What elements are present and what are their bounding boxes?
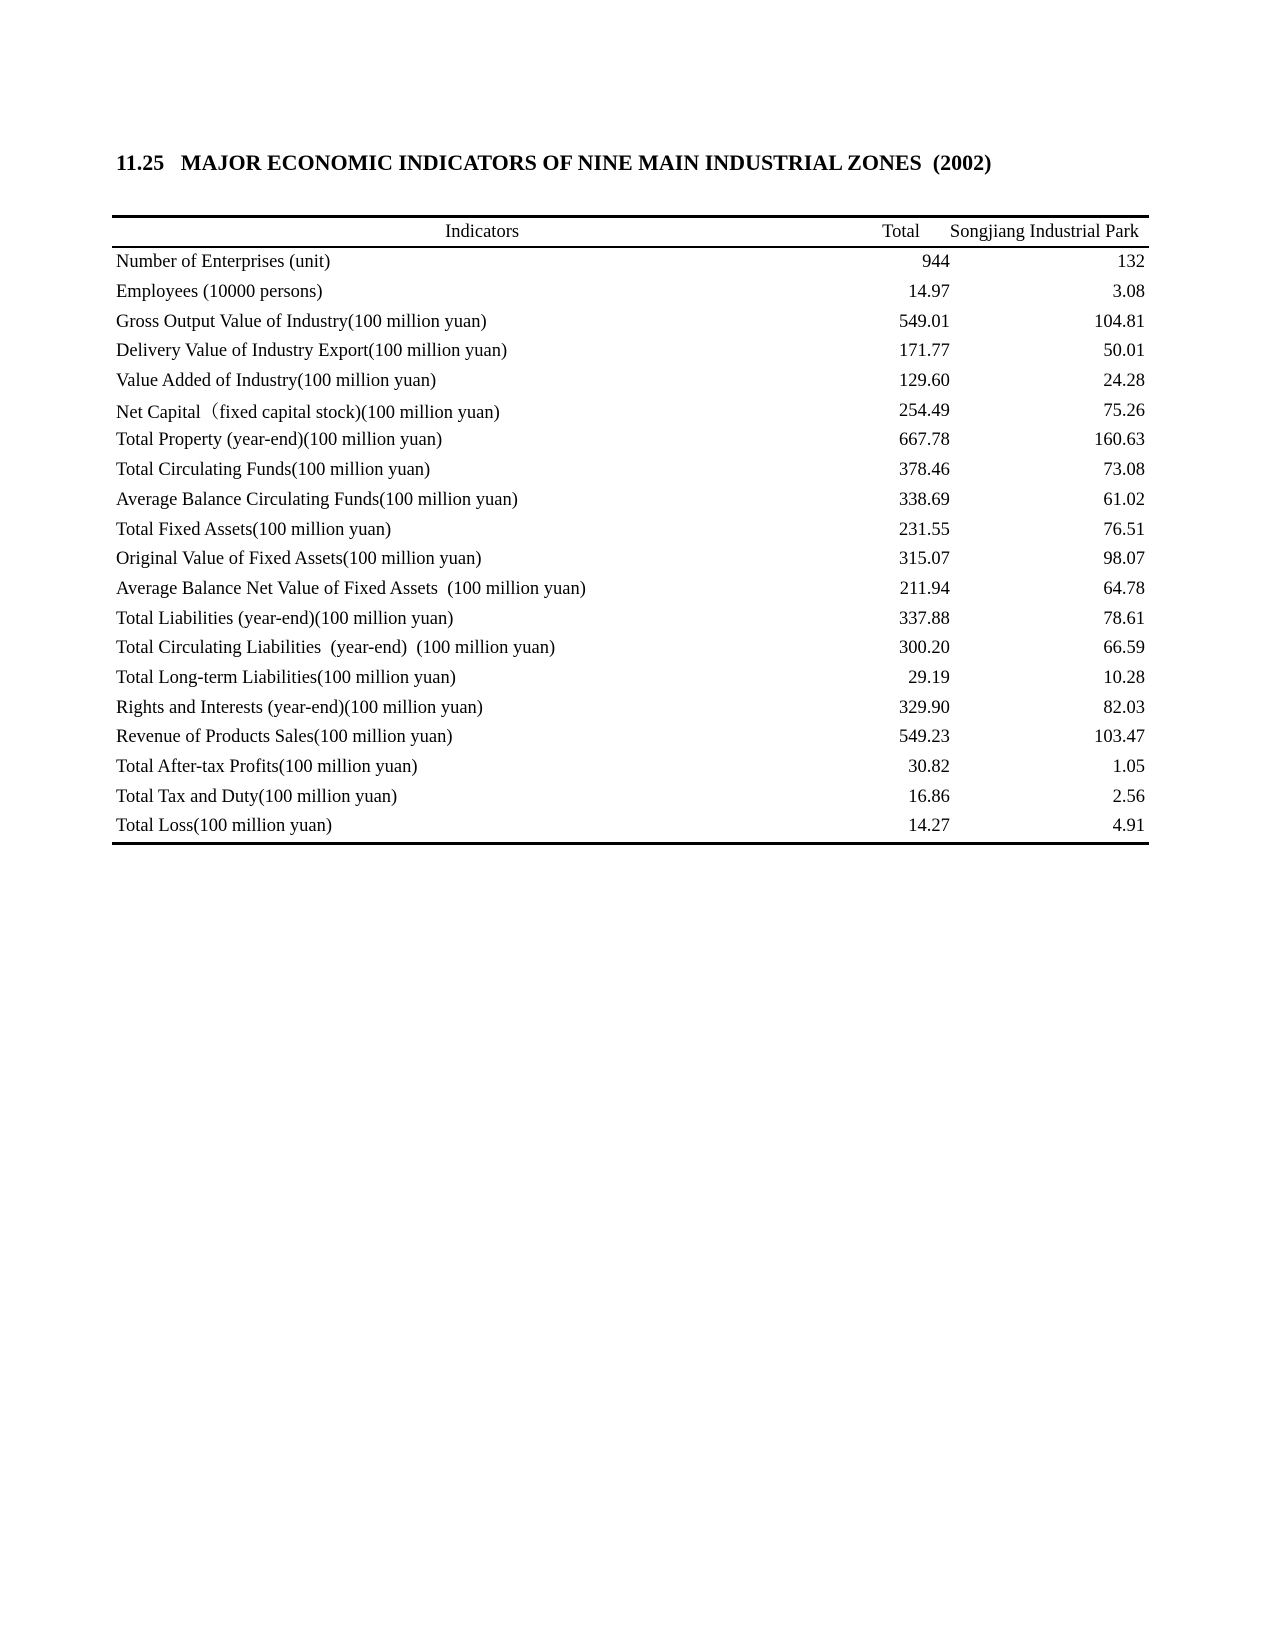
total-value-cell: 337.88 bbox=[899, 608, 950, 629]
songjiang-value-cell: 98.07 bbox=[1103, 549, 1145, 570]
indicator-cell: Gross Output Value of Industry(100 million yuan) bbox=[116, 311, 487, 332]
songjiang-value-cell: 78.61 bbox=[1103, 608, 1145, 629]
songjiang-value-cell: 10.28 bbox=[1103, 667, 1145, 688]
column-header-songjiang: Songjiang Industrial Park bbox=[949, 221, 1139, 242]
table-row bbox=[112, 367, 1149, 397]
songjiang-value-cell: 76.51 bbox=[1103, 519, 1145, 540]
total-value-cell: 315.07 bbox=[899, 549, 950, 570]
total-value-cell: 29.19 bbox=[908, 667, 950, 688]
table-row bbox=[112, 337, 1149, 367]
songjiang-value-cell: 3.08 bbox=[1112, 282, 1145, 303]
table-row bbox=[112, 693, 1149, 723]
total-value-cell: 254.49 bbox=[899, 400, 950, 421]
indicator-cell: Net Capital（fixed capital stock)(100 million yuan) bbox=[116, 403, 500, 424]
songjiang-value-cell: 50.01 bbox=[1103, 341, 1145, 362]
indicator-cell: Average Balance Net Value of Fixed Assets (100 million yuan) bbox=[116, 578, 586, 599]
total-value-cell: 231.55 bbox=[899, 519, 950, 540]
total-value-cell: 329.90 bbox=[899, 697, 950, 718]
songjiang-value-cell: 24.28 bbox=[1103, 371, 1145, 392]
songjiang-value-cell: 82.03 bbox=[1103, 697, 1145, 718]
table-body bbox=[112, 247, 1149, 843]
indicator-cell: Total Long-term Liabilities(100 million yuan) bbox=[116, 667, 456, 688]
table-header bbox=[112, 217, 1149, 248]
table-header-row bbox=[112, 217, 1149, 248]
total-value-cell: 16.86 bbox=[908, 786, 950, 807]
total-value-cell: 14.27 bbox=[908, 816, 950, 837]
total-value-cell: 378.46 bbox=[899, 460, 950, 481]
table-row bbox=[112, 812, 1149, 843]
indicator-cell: Total Circulating Funds(100 million yuan) bbox=[116, 460, 431, 481]
total-value-cell: 944 bbox=[922, 252, 950, 273]
page-title: 11.25 MAJOR ECONOMIC INDICATORS OF NINE MAIN INDUSTRIAL ZONES (2002) bbox=[116, 150, 992, 175]
songjiang-value-cell: 75.26 bbox=[1103, 400, 1145, 421]
indicator-cell: Average Balance Circulating Funds(100 million yuan) bbox=[116, 489, 518, 510]
total-value-cell: 549.23 bbox=[899, 727, 950, 748]
table-row bbox=[112, 278, 1149, 308]
table-row bbox=[112, 396, 1149, 426]
indicator-cell: Total Property (year-end)(100 million yuan) bbox=[116, 430, 443, 451]
indicator-cell: Employees (10000 persons) bbox=[116, 282, 323, 303]
indicator-cell: Rights and Interests (year-end)(100 million yuan) bbox=[116, 697, 483, 718]
indicator-cell: Total After-tax Profits(100 million yuan) bbox=[116, 757, 418, 778]
indicator-cell: Total Circulating Liabilities (year-end) (100 million yuan) bbox=[116, 638, 556, 659]
songjiang-value-cell: 1.05 bbox=[1112, 757, 1145, 778]
songjiang-value-cell: 160.63 bbox=[1094, 430, 1145, 451]
total-value-cell: 211.94 bbox=[899, 578, 950, 599]
total-value-cell: 338.69 bbox=[899, 489, 950, 510]
total-value-cell: 14.97 bbox=[908, 282, 950, 303]
songjiang-value-cell: 4.91 bbox=[1112, 816, 1145, 837]
table-row bbox=[112, 604, 1149, 634]
total-value-cell: 667.78 bbox=[899, 430, 950, 451]
indicator-cell: Value Added of Industry(100 million yuan) bbox=[116, 371, 437, 392]
table-row bbox=[112, 664, 1149, 694]
total-value-cell: 171.77 bbox=[899, 341, 950, 362]
indicator-cell: Total Liabilities (year-end)(100 million yuan) bbox=[116, 608, 454, 629]
indicators-table-container bbox=[112, 215, 1149, 845]
table-row bbox=[112, 247, 1149, 278]
table-row bbox=[112, 782, 1149, 812]
total-value-cell: 129.60 bbox=[899, 371, 950, 392]
table-row bbox=[112, 545, 1149, 575]
songjiang-value-cell: 61.02 bbox=[1103, 489, 1145, 510]
songjiang-value-cell: 73.08 bbox=[1103, 460, 1145, 481]
indicator-cell: Delivery Value of Industry Export(100 million yuan) bbox=[116, 341, 508, 362]
table-row bbox=[112, 634, 1149, 664]
indicator-cell: Revenue of Products Sales(100 million yuan) bbox=[116, 727, 453, 748]
total-value-cell: 549.01 bbox=[899, 311, 950, 332]
indicator-cell: Original Value of Fixed Assets(100 million yuan) bbox=[116, 549, 482, 570]
songjiang-value-cell: 2.56 bbox=[1112, 786, 1145, 807]
column-header-total: Total bbox=[882, 221, 920, 242]
table-row bbox=[112, 307, 1149, 337]
indicator-cell: Total Loss(100 million yuan) bbox=[116, 816, 333, 837]
indicator-cell: Total Tax and Duty(100 million yuan) bbox=[116, 786, 398, 807]
table-row bbox=[112, 426, 1149, 456]
total-value-cell: 300.20 bbox=[899, 638, 950, 659]
songjiang-value-cell: 104.81 bbox=[1094, 311, 1145, 332]
indicator-cell: Number of Enterprises (unit) bbox=[116, 252, 331, 273]
indicators-table bbox=[112, 215, 1149, 845]
table-row bbox=[112, 723, 1149, 753]
songjiang-value-cell: 103.47 bbox=[1094, 727, 1145, 748]
table-row bbox=[112, 575, 1149, 605]
songjiang-value-cell: 64.78 bbox=[1103, 578, 1145, 599]
indicator-cell: Total Fixed Assets(100 million yuan) bbox=[116, 519, 392, 540]
table-row bbox=[112, 456, 1149, 486]
column-header-indicators: Indicators bbox=[445, 221, 520, 242]
songjiang-value-cell: 66.59 bbox=[1103, 638, 1145, 659]
table-row bbox=[112, 515, 1149, 545]
table-row bbox=[112, 486, 1149, 516]
total-value-cell: 30.82 bbox=[908, 757, 950, 778]
songjiang-value-cell: 132 bbox=[1117, 252, 1145, 273]
table-row bbox=[112, 753, 1149, 783]
